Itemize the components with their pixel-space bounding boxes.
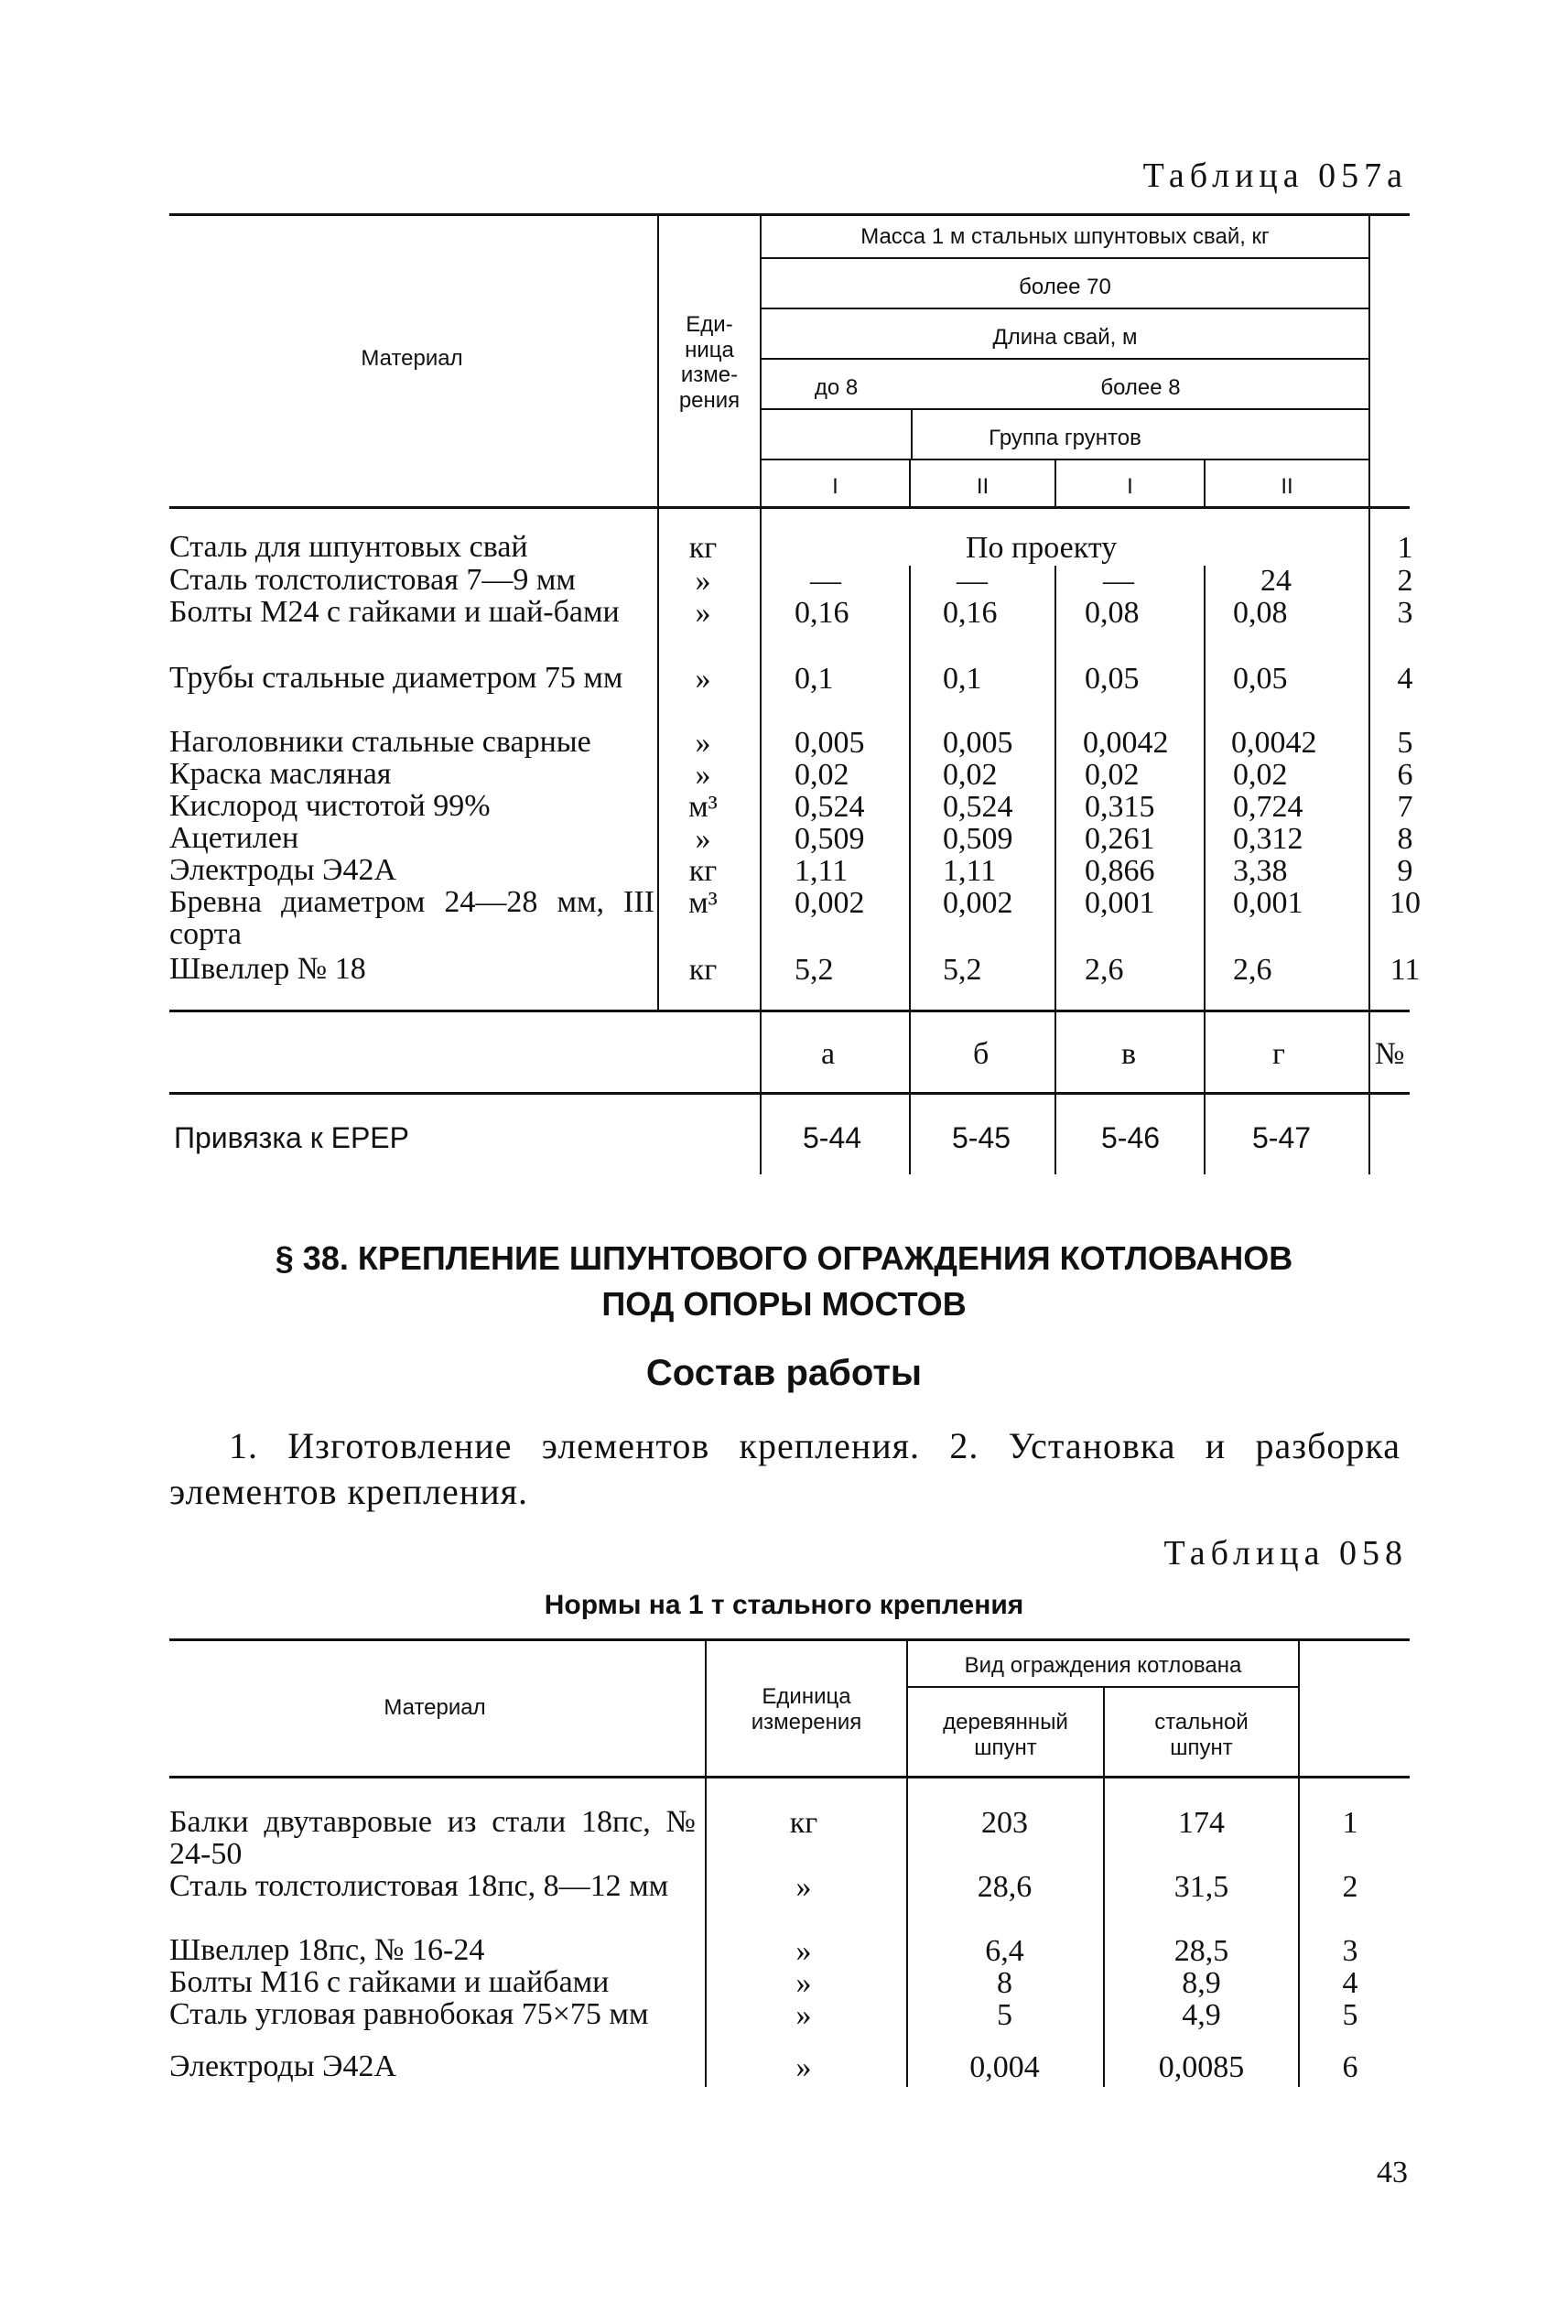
- row-2-name: Сталь толстолистовая 7—9 мм: [169, 563, 576, 597]
- row-4-num: 4: [1397, 662, 1413, 696]
- row-5-v4: 0,0042: [1231, 726, 1317, 760]
- row-5-v3: 0,0042: [1083, 726, 1169, 760]
- row-3-v1: 0,16: [795, 596, 849, 630]
- row-4-unit: »: [695, 662, 711, 696]
- t2-row-3-v2: 28,5: [1173, 1934, 1229, 1968]
- t2-row-4-name: Болты М16 с гайками и шайбами: [169, 1965, 610, 1999]
- row-7-v4: 0,724: [1233, 790, 1303, 824]
- t2-row-3-v1: 6,4: [985, 1934, 1024, 1968]
- row-5-name: Наголовники стальные сварные: [169, 725, 591, 759]
- number-sign: №: [1375, 1037, 1405, 1071]
- section-title-line-2: ПОД ОПОРЫ МОСТОВ: [601, 1285, 967, 1323]
- t2-row-2-num: 2: [1342, 1870, 1358, 1904]
- section-title: [0, 1236, 1568, 1327]
- section-title-line-1: § 38. КРЕПЛЕНИЕ ШПУНТОВОГО ОГРАЖДЕНИЯ КОТЛОВАНОВ: [275, 1239, 1293, 1277]
- link-code-1: 5-44: [803, 1121, 862, 1154]
- row-5-v2: 0,005: [943, 726, 1013, 760]
- row-10-name: Бревна диаметром 24—28 мм, III сорта: [169, 885, 654, 951]
- column-letter-g: г: [1272, 1037, 1285, 1071]
- row-3-v3: 0,08: [1085, 596, 1140, 630]
- row-4-v4: 0,05: [1233, 662, 1288, 696]
- row-10-unit: м³: [688, 886, 718, 920]
- row-9-v2: 1,11: [943, 854, 997, 888]
- header-unit: Единица измерения: [751, 1684, 862, 1735]
- header-over8: более 8: [1100, 375, 1181, 400]
- row-7-name: Кислород чистотой 99%: [169, 789, 491, 823]
- t2-row-2-name: Сталь толстолистовая 18пс, 8—12 мм: [169, 1869, 669, 1903]
- link-label: Привязка к ЕРЕР: [174, 1121, 409, 1154]
- row-11-unit: кг: [688, 953, 718, 987]
- header-unit: Еди- ница изме- рения: [678, 312, 741, 413]
- row-4-v2: 0,1: [943, 662, 982, 696]
- row-7-v2: 0,524: [943, 790, 1013, 824]
- row-11-v2: 5,2: [943, 953, 982, 987]
- row-8-v2: 0,509: [943, 822, 1013, 856]
- row-6-v1: 0,02: [795, 758, 849, 792]
- row-2-v4: 24: [1260, 564, 1292, 598]
- t2-row-6-unit: »: [795, 2050, 812, 2084]
- header-over70: более 70: [1019, 275, 1111, 299]
- t2-row-4-v2: 8,9: [1182, 1966, 1221, 2000]
- row-5-num: 5: [1397, 726, 1413, 760]
- t2-row-5-v2: 4,9: [1182, 1998, 1221, 2032]
- header-wood: деревянный шпунт: [943, 1710, 1068, 1760]
- row-11-v4: 2,6: [1233, 953, 1272, 987]
- row-1-name: Сталь для шпунтовых свай: [169, 530, 528, 564]
- column-letter-b: б: [973, 1037, 989, 1071]
- row-9-v3: 0,866: [1085, 854, 1155, 888]
- t2-row-4-v1: 8: [997, 1966, 1012, 2000]
- row-6-v2: 0,02: [943, 758, 998, 792]
- row-9-name: Электроды Э42А: [169, 853, 397, 887]
- t2-row-4-num: 4: [1342, 1966, 1358, 2000]
- t2-row-6-v2: 0,0085: [1158, 2050, 1245, 2084]
- header-steel: стальной шпунт: [1154, 1710, 1249, 1760]
- t2-row-1-name: Балки двутавровые из стали 18пс, № 24-50: [169, 1805, 696, 1871]
- row-4-name: Трубы стальные диаметром 75 мм: [169, 661, 623, 695]
- row-10-v4: 0,001: [1233, 886, 1303, 920]
- t2-row-3-num: 3: [1342, 1934, 1358, 1968]
- t2-row-6-name: Электроды Э42А: [169, 2049, 397, 2083]
- row-3-v4: 0,08: [1233, 596, 1288, 630]
- link-code-4: 5-47: [1252, 1121, 1312, 1154]
- row-7-v1: 0,524: [795, 790, 865, 824]
- row-9-unit: кг: [688, 854, 718, 888]
- row-6-unit: »: [695, 758, 711, 792]
- row-2-v2: —: [957, 564, 988, 598]
- row-1-num: 1: [1397, 531, 1413, 565]
- row-1-unit: кг: [688, 531, 718, 565]
- section-subtitle: Состав работы: [645, 1353, 923, 1393]
- t2-row-1-v1: 203: [981, 1806, 1028, 1840]
- header-group-2: II: [976, 474, 989, 499]
- t2-row-2-v2: 31,5: [1173, 1870, 1229, 1904]
- t2-row-5-v1: 5: [997, 1998, 1012, 2032]
- header-upto8: до 8: [814, 375, 859, 400]
- row-4-v3: 0,05: [1085, 662, 1140, 696]
- row-2-num: 2: [1397, 564, 1413, 598]
- row-3-name: Болты М24 с гайками и шай-бами: [169, 595, 620, 629]
- row-8-v3: 0,261: [1085, 822, 1155, 856]
- t2-row-6-v1: 0,004: [969, 2050, 1040, 2084]
- header-material: Материал: [384, 1695, 486, 1720]
- header-fence-type: Вид ограждения котлована: [964, 1653, 1242, 1678]
- row-7-unit: м³: [688, 790, 718, 824]
- t2-row-2-v1: 28,6: [977, 1870, 1033, 1904]
- t2-row-6-num: 6: [1342, 2050, 1358, 2084]
- t2-row-3-name: Швеллер 18пс, № 16-24: [169, 1933, 485, 1967]
- header-soil-group: Группа грунтов: [989, 426, 1141, 450]
- row-10-num: 10: [1390, 886, 1421, 920]
- t2-row-1-unit: кг: [789, 1806, 818, 1840]
- row-9-num: 9: [1397, 854, 1413, 888]
- row-6-v4: 0,02: [1233, 758, 1288, 792]
- row-6-name: Краска масляная: [169, 757, 392, 791]
- row-7-v3: 0,315: [1085, 790, 1155, 824]
- t2-row-1-v2: 174: [1178, 1806, 1225, 1840]
- link-code-3: 5-46: [1101, 1121, 1161, 1154]
- row-11-name: Швеллер № 18: [169, 952, 366, 986]
- row-10-v2: 0,002: [943, 886, 1013, 920]
- section-paragraph: 1. Изготовление элементов крепления. 2. Установка и разборка элементов крепления.: [169, 1425, 1400, 1512]
- header-group-1: I: [832, 474, 838, 499]
- row-6-num: 6: [1397, 758, 1413, 792]
- row-8-unit: »: [695, 822, 711, 856]
- page-number: 43: [1377, 2156, 1408, 2189]
- row-8-num: 8: [1397, 822, 1413, 856]
- t2-row-5-unit: »: [795, 1998, 812, 2032]
- row-5-v1: 0,005: [795, 726, 865, 760]
- row-11-v3: 2,6: [1085, 953, 1124, 987]
- row-8-v4: 0,312: [1233, 822, 1303, 856]
- t2-row-5-name: Сталь угловая равнобокая 75×75 мм: [169, 1997, 649, 2031]
- row-8-name: Ацетилен: [169, 821, 299, 855]
- row-9-v1: 1,11: [795, 854, 849, 888]
- table-caption: Таблица 058: [1163, 1534, 1408, 1573]
- row-8-v1: 0,509: [795, 822, 865, 856]
- link-code-2: 5-45: [952, 1121, 1011, 1154]
- t2-row-2-unit: »: [795, 1870, 812, 1904]
- row-11-num: 11: [1390, 953, 1421, 987]
- row-10-v3: 0,001: [1085, 886, 1155, 920]
- row-3-unit: »: [695, 596, 711, 630]
- t2-row-5-num: 5: [1342, 1998, 1358, 2032]
- row-4-v1: 0,1: [795, 662, 834, 696]
- row-7-num: 7: [1397, 790, 1413, 824]
- row-9-v4: 3,38: [1233, 854, 1288, 888]
- row-5-unit: »: [695, 726, 711, 760]
- row-2-unit: »: [695, 564, 711, 598]
- row-11-v1: 5,2: [795, 953, 834, 987]
- header-material: Материал: [361, 346, 463, 371]
- header-length: Длина свай, м: [992, 325, 1138, 350]
- column-letter-a: а: [821, 1037, 836, 1071]
- table-caption: Таблица 057а: [1142, 157, 1408, 195]
- row-1-po-proektu: По проекту: [966, 531, 1118, 565]
- row-6-v3: 0,02: [1085, 758, 1140, 792]
- header-mass: Масса 1 м стальных шпунтовых свай, кг: [860, 224, 1270, 249]
- t2-row-1-num: 1: [1342, 1806, 1358, 1840]
- t2-row-3-unit: »: [795, 1934, 812, 1968]
- row-2-v1: —: [810, 564, 841, 598]
- column-letter-v: в: [1121, 1037, 1137, 1071]
- row-3-num: 3: [1397, 596, 1413, 630]
- t2-row-4-unit: »: [795, 1966, 812, 2000]
- header-group-4: II: [1281, 474, 1293, 499]
- row-10-v1: 0,002: [795, 886, 865, 920]
- table-title: Нормы на 1 т стального крепления: [544, 1590, 1024, 1620]
- header-group-3: I: [1127, 474, 1133, 499]
- row-2-v3: —: [1103, 564, 1134, 598]
- row-3-v2: 0,16: [943, 596, 998, 630]
